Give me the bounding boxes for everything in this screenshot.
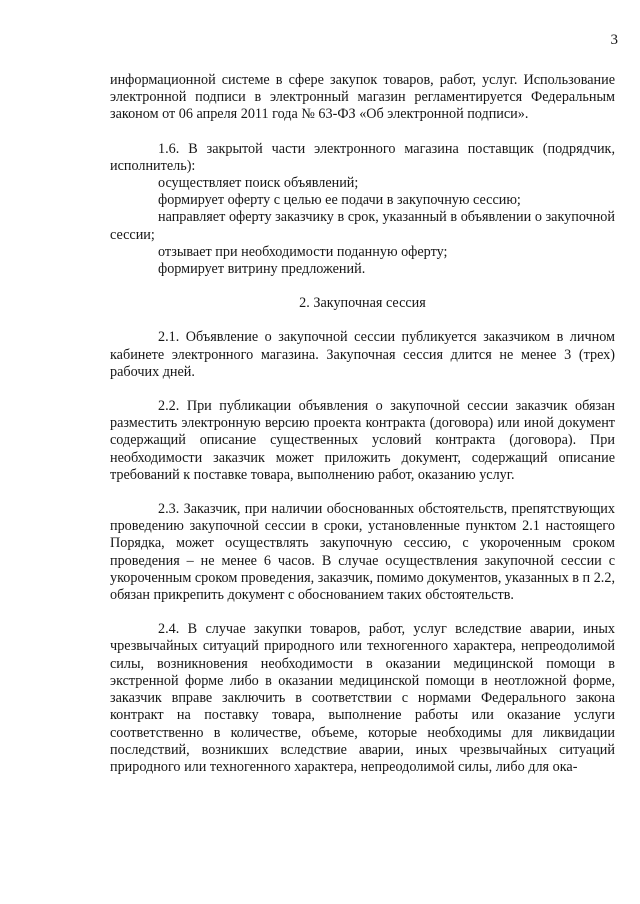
clause-2-1: 2.1. Объявление о закупочной сессии публикуется заказчиком в личном кабинете электронного магазина. Закупочная сессия длится не менее 3 (трех) рабочих дней. [110, 329, 615, 380]
page-number: 3 [610, 32, 618, 48]
clause-1-6-item: формирует витрину предложений. [158, 261, 366, 278]
document-body [110, 72, 615, 776]
clause-2-3: 2.3. Заказчик, при наличии обоснованных обстоятельств, препятствующих проведению закупочной сессии в сроки, установленные пунктом 2.1 настоящего Порядка, может осуществлять закупочную сессию, с укороченным сроком проведения – не менее 6 часов. В случае осуществления закупочной сессии с укороченным сроком проведения, заказчик, помимо документов, указанных в п 2.2, обязан прикрепить документ с обоснованием таких обстоятельств. [110, 501, 615, 604]
intro-paragraph: информационной системе в сфере закупок товаров, работ, услуг. Использование электронной подписи в электронный магазин регламентируется Федеральным законом от 06 апреля 2011 года № 63-ФЗ «Об электронной подписи». [110, 72, 615, 123]
clause-2-4: 2.4. В случае закупки товаров, работ, услуг вследствие аварии, иных чрезвычайных ситуаций природного или техногенного характера, непреодолимой силы, возникновения необходимости в оказании медицинской помощи в экстренной форме либо в оказании медицинской помощи в неотложной форме, заказчик вправе заключить в соответствии с нормами Федерального закона контракт на поставку товара, выполнение работы или оказание услуги соответственно в количестве, объеме, которые необходимы для ликвидации последствий, возникших вследствие аварии, иных чрезвычайных ситуаций природного или техногенного характера, непреодолимой силы, либо для ока- [110, 621, 615, 775]
clause-2-2: 2.2. При публикации объявления о закупочной сессии заказчик обязан разместить электронную версию проекта контракта (договора) или иной документ содержащий описание существенных условий контракта (договора). При необходимости заказчик может приложить документ, содержащий описание требований к поставке товара, выполнению работ, оказанию услуг. [110, 398, 615, 483]
clause-1-6-lead: 1.6. В закрытой части электронного магазина поставщик (подрядчик, исполнитель): [110, 140, 615, 174]
clause-1-6-item: формирует оферту с целью ее подачи в закупочную сессию; [158, 192, 521, 209]
clause-1-6-item: отзывает при необходимости поданную оферту; [158, 243, 448, 260]
section-heading: 2. Закупочная сессия [299, 295, 426, 312]
clause-1-6-item: осуществляет поиск объявлений; [158, 175, 359, 192]
clause-1-6-item: направляет оферту заказчику в срок, указанный в объявлении о закупочной сессии; [110, 209, 615, 243]
